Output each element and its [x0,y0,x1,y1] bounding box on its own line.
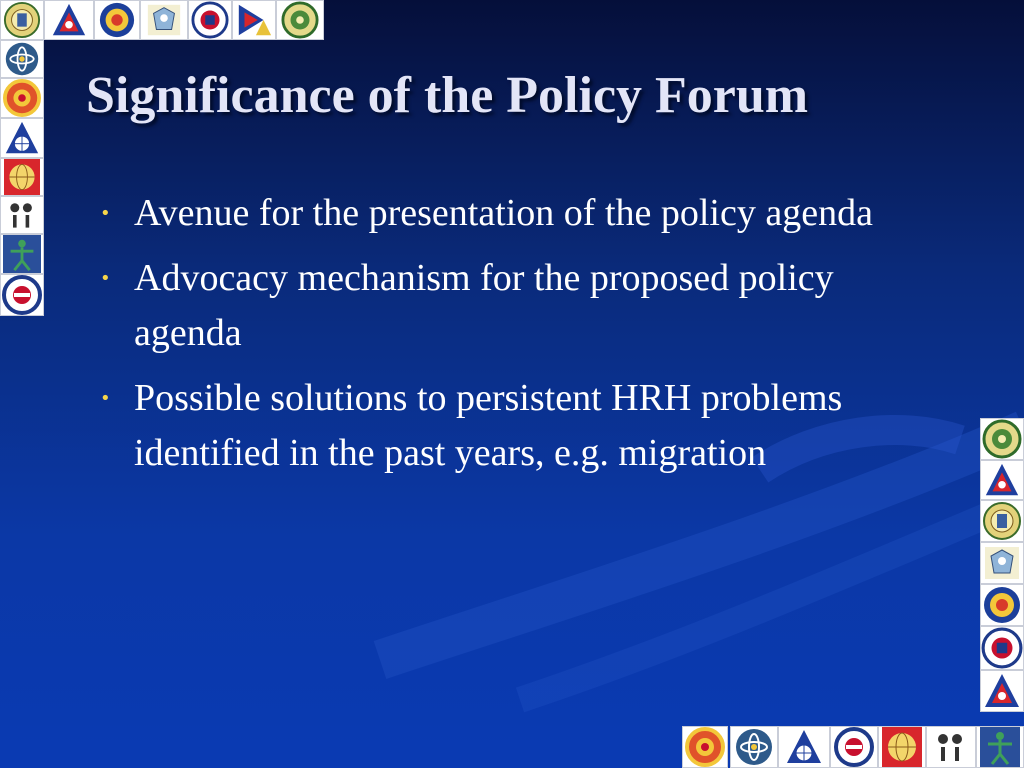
slide-title: Significance of the Policy Forum [86,67,809,124]
figures-emblem-icon [926,726,976,768]
bullet-list [100,186,880,491]
globe-frame-icon [0,158,44,196]
association-seal-icon [830,726,878,768]
human-figure-icon [976,726,1024,768]
atom-seal-icon [730,726,778,768]
green-seal-icon [980,418,1024,460]
sun-seal-icon [94,0,140,40]
bullet-text: Advocacy mechanism for the proposed policy agenda [134,257,834,354]
triangle-globe-icon [778,726,830,768]
red-yellow-seal-icon [682,726,728,768]
bullet-item [100,251,880,361]
triangle-globe-icon [0,118,44,158]
bullet-text: Avenue for the presentation of the policy agenda [134,192,873,234]
triangle-emblem-icon [44,0,94,40]
bullet-item [100,371,880,481]
university-seal-icon [980,500,1024,542]
bullet-text: Possible solutions to persistent HRH problems identified in the past years, e.g. migration [134,377,843,474]
globe-frame-icon [878,726,926,768]
figures-emblem-icon [0,196,44,234]
triangle-emblem-icon [980,460,1024,500]
red-yellow-seal-icon [0,78,44,118]
green-seal-icon [276,0,324,40]
triangle-emblem-icon [980,670,1024,712]
department-seal-icon [980,626,1024,670]
bullet-dot-icon: • [100,268,111,289]
crest-seal-icon [140,0,188,40]
department-seal-icon [188,0,232,40]
bullet-dot-icon: • [100,388,111,409]
bullet-dot-icon: • [100,203,111,224]
sun-seal-icon [980,584,1024,626]
human-figure-icon [0,234,44,274]
atom-seal-icon [0,40,44,78]
bullet-item [100,186,880,241]
crest-seal-icon [980,542,1024,584]
university-seal-icon [0,0,44,40]
flag-triangle-icon [232,0,276,40]
association-seal-icon [0,274,44,316]
